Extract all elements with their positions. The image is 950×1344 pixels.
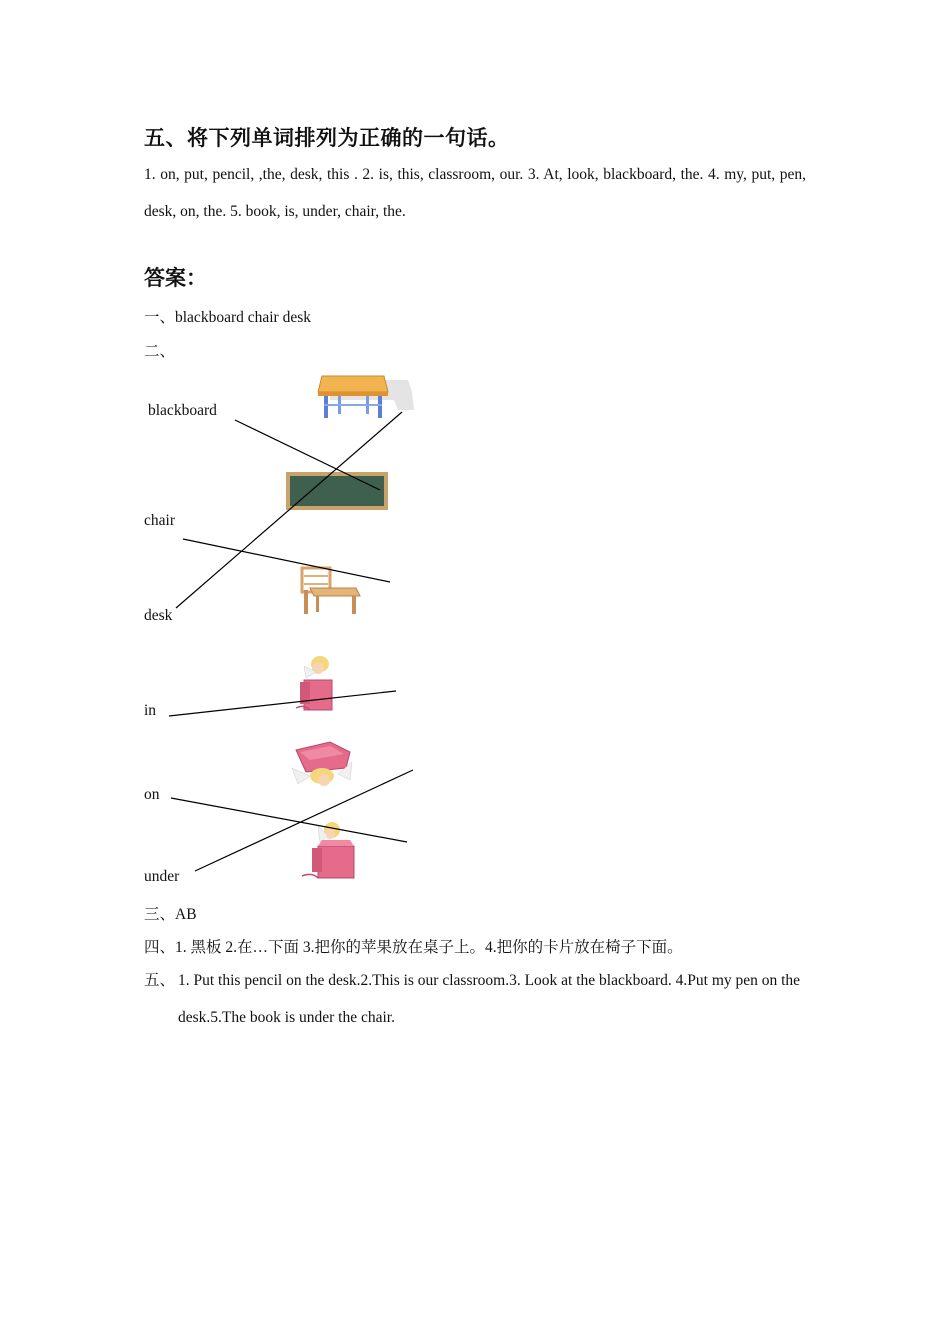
blackboard-icon: [286, 472, 388, 510]
word-desk: desk: [144, 607, 173, 624]
match-line-in: [169, 691, 396, 716]
section-5-text: 1. on, put, pencil, ,the, desk, this . 2. is, this, classroom, our. 3. At, look, blackboard, the. 4. my, put, pen, desk, on, the. 5. book, is, under, chair, the.: [144, 166, 806, 220]
answer-2-label: 二、: [144, 343, 176, 360]
chair-icon: [302, 568, 360, 614]
angel-under-box-icon: [292, 742, 352, 786]
match-line-on: [171, 798, 407, 842]
section-5-title: 五、将下列单词排列为正确的一句话。: [144, 126, 510, 150]
answer-5-text: 1. Put this pencil on the desk.2.This is our classroom.3. Look at the blackboard. 4.Put my pen on the desk.5.The book is under the chair.: [178, 972, 801, 1026]
answer-3: 三、AB: [144, 906, 197, 923]
match-line-under: [195, 770, 413, 871]
desk-icon: [318, 376, 414, 418]
word-in: in: [144, 702, 157, 719]
answer-5-label: 五、: [144, 972, 176, 989]
word-chair: chair: [144, 512, 175, 529]
word-under: under: [144, 868, 180, 885]
answer-1: 一、blackboard chair desk: [144, 309, 311, 326]
answer-5: [144, 962, 809, 1036]
word-on: on: [144, 786, 160, 803]
answers-title: 答案：: [144, 266, 207, 290]
word-blackboard: blackboard: [148, 402, 217, 419]
answer-4: 四、1. 黑板 2.在…下面 3.把你的苹果放在桌子上。4.把你的卡片放在椅子下面。: [144, 939, 683, 956]
